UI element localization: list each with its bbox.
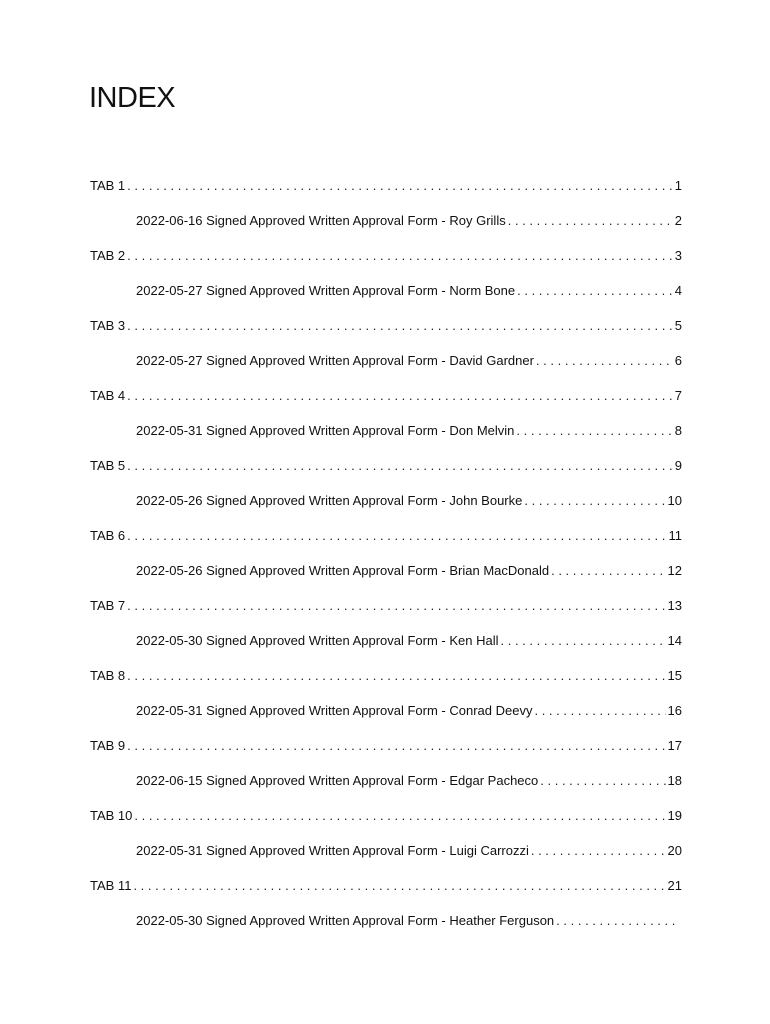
- toc-dot-leader: [127, 456, 673, 476]
- toc-entry-label: 2022-05-31 Signed Approved Written Approval Form - Don Melvin: [136, 423, 515, 438]
- toc-tab-entry[interactable]: [90, 876, 682, 896]
- toc-page-number: 1: [674, 178, 682, 193]
- toc-dot-leader: [127, 596, 665, 616]
- toc-dot-leader: [127, 316, 673, 336]
- toc-entry-label: 2022-05-26 Signed Approved Written Approval Form - Brian MacDonald: [136, 563, 550, 578]
- toc-entry-label: 2022-05-27 Signed Approved Written Approval Form - Norm Bone: [136, 283, 516, 298]
- toc-page-number: 7: [674, 388, 682, 403]
- toc-dot-leader: [501, 631, 666, 651]
- toc-page-number: 17: [667, 738, 682, 753]
- toc-form-entry[interactable]: [136, 631, 682, 651]
- toc-dot-leader: [134, 806, 665, 826]
- toc-entry-label: TAB 7: [90, 598, 126, 613]
- toc-entry-label: TAB 5: [90, 458, 126, 473]
- toc-entry-label: 2022-05-26 Signed Approved Written Approval Form - John Bourke: [136, 493, 523, 508]
- toc-entry-label: 2022-05-31 Signed Approved Written Approval Form - Luigi Carrozzi: [136, 843, 529, 858]
- toc-dot-leader: [127, 176, 673, 196]
- toc-page-number: 12: [667, 563, 682, 578]
- toc-form-entry[interactable]: [136, 351, 682, 371]
- toc-dot-leader: [127, 526, 666, 546]
- toc-dot-leader: [133, 876, 665, 896]
- toc-dot-leader: [516, 421, 672, 441]
- toc-dot-leader: [534, 701, 665, 721]
- toc-form-entry[interactable]: [136, 771, 682, 791]
- toc-form-entry[interactable]: [136, 911, 682, 931]
- toc-form-entry[interactable]: [136, 561, 682, 581]
- toc-page-number: 16: [667, 703, 682, 718]
- toc-tab-entry[interactable]: [90, 666, 682, 686]
- toc-tab-entry[interactable]: [90, 246, 682, 266]
- toc-form-entry[interactable]: [136, 491, 682, 511]
- toc-entry-label: 2022-05-30 Signed Approved Written Approval Form - Heather Ferguson: [136, 913, 555, 928]
- page-title: INDEX: [89, 82, 176, 114]
- toc-page-number: 5: [674, 318, 682, 333]
- toc-dot-leader: [531, 841, 666, 861]
- toc-form-entry[interactable]: [136, 211, 682, 231]
- toc-form-entry[interactable]: [136, 421, 682, 441]
- toc-dot-leader: [517, 281, 673, 301]
- toc-entry-label: TAB 3: [90, 318, 126, 333]
- toc-dot-leader: [127, 736, 665, 756]
- toc-tab-entry[interactable]: [90, 596, 682, 616]
- toc-entry-label: 2022-05-27 Signed Approved Written Approval Form - David Gardner: [136, 353, 534, 368]
- toc-entry-label: 2022-06-16 Signed Approved Written Approval Form - Roy Grills: [136, 213, 506, 228]
- toc-dot-leader: [551, 561, 665, 581]
- toc-page-number: 18: [667, 773, 682, 788]
- toc-entry-label: TAB 10: [90, 808, 133, 823]
- toc-dot-leader: [127, 386, 673, 406]
- toc-tab-entry[interactable]: [90, 526, 682, 546]
- toc-entry-label: 2022-06-15 Signed Approved Written Approval Form - Edgar Pacheco: [136, 773, 539, 788]
- toc-page-number: 13: [667, 598, 682, 613]
- toc-tab-entry[interactable]: [90, 176, 682, 196]
- toc-entry-label: TAB 4: [90, 388, 126, 403]
- toc-entry-label: 2022-05-31 Signed Approved Written Approval Form - Conrad Deevy: [136, 703, 533, 718]
- toc-page-number: 6: [674, 353, 682, 368]
- toc-page-number: 2: [674, 213, 682, 228]
- toc-entry-label: TAB 11: [90, 878, 132, 893]
- toc-page-number: 14: [667, 633, 682, 648]
- toc-page-number: 21: [667, 878, 682, 893]
- toc-entry-label: TAB 6: [90, 528, 126, 543]
- toc-tab-entry[interactable]: [90, 316, 682, 336]
- toc-dot-leader: [536, 351, 673, 371]
- toc-dot-leader: [524, 491, 665, 511]
- toc-dot-leader: [508, 211, 673, 231]
- toc-tab-entry[interactable]: [90, 806, 682, 826]
- toc-dot-leader: [556, 911, 680, 931]
- toc-page-number: 10: [667, 493, 682, 508]
- toc-entry-label: 2022-05-30 Signed Approved Written Approval Form - Ken Hall: [136, 633, 499, 648]
- toc-dot-leader: [540, 771, 665, 791]
- toc-page-number: 3: [674, 248, 682, 263]
- toc-form-entry[interactable]: [136, 701, 682, 721]
- toc-page-number: 15: [667, 668, 682, 683]
- toc-tab-entry[interactable]: [90, 736, 682, 756]
- toc-form-entry[interactable]: [136, 281, 682, 301]
- toc-page-number: 8: [674, 423, 682, 438]
- toc-tab-entry[interactable]: [90, 386, 682, 406]
- toc-entry-label: TAB 1: [90, 178, 126, 193]
- toc-page-number: 19: [667, 808, 682, 823]
- toc-form-entry[interactable]: [136, 841, 682, 861]
- toc-tab-entry[interactable]: [90, 456, 682, 476]
- toc-entry-label: TAB 2: [90, 248, 126, 263]
- toc-dot-leader: [127, 246, 673, 266]
- toc-entry-label: TAB 8: [90, 668, 126, 683]
- toc-entry-label: TAB 9: [90, 738, 126, 753]
- toc-dot-leader: [127, 666, 665, 686]
- toc-page-number: 11: [668, 528, 682, 543]
- toc-page-number: 20: [667, 843, 682, 858]
- toc-page-number: 4: [674, 283, 682, 298]
- toc-page-number: 9: [674, 458, 682, 473]
